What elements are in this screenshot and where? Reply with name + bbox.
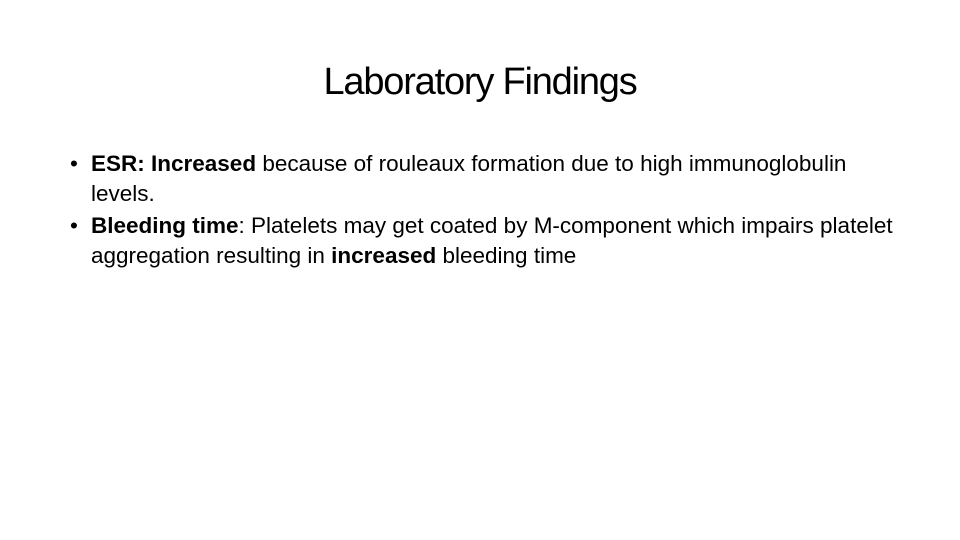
bullet-bleeding-text-end: bleeding time xyxy=(436,243,577,268)
bullet-bleeding-emphasis: increased xyxy=(331,243,437,268)
bullet-item-bleeding-time xyxy=(70,211,900,271)
slide-title: Laboratory Findings xyxy=(323,61,637,103)
bullet-item-esr xyxy=(70,149,900,209)
bullet-bleeding-label: Bleeding time xyxy=(91,213,239,238)
bullet-bleeding-text: : Platelets may get coated by M-component which impairs platelet aggregation resulting in xyxy=(91,213,893,268)
bullet-dot-icon: • xyxy=(70,151,78,176)
bullet-esr-label: ESR: Increased xyxy=(91,151,257,176)
bullet-dot-icon: • xyxy=(70,213,78,238)
bullet-list xyxy=(70,149,900,273)
bullet-esr-text: because of rouleaux formation due to high immunoglobulin levels. xyxy=(91,151,847,206)
